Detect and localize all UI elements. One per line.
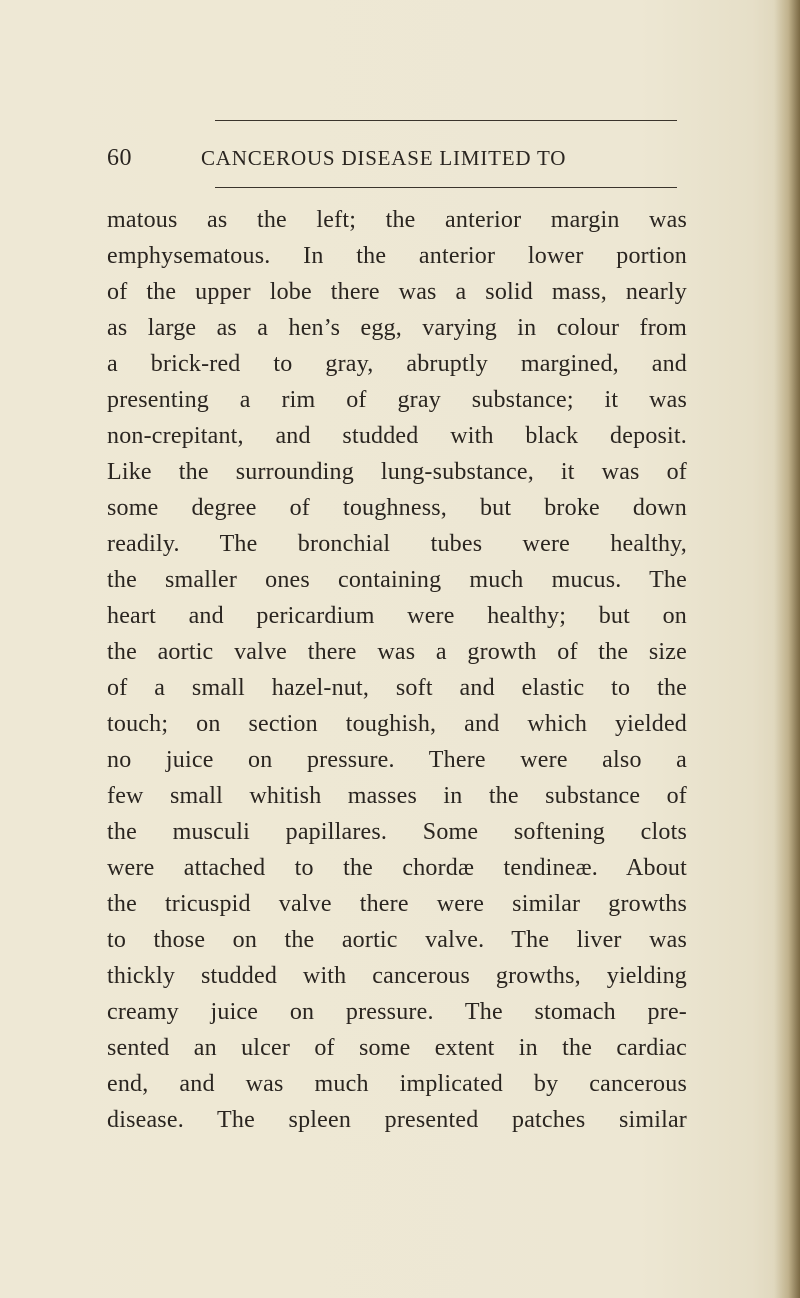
- header-rule-top: [215, 120, 677, 121]
- text-line: of the upper lobe there was a solid mass, nearly: [107, 279, 687, 305]
- body-text: [107, 202, 687, 1138]
- page-number: 60: [107, 145, 132, 171]
- text-line: sented an ulcer of some extent in the cardiac: [107, 1035, 687, 1061]
- text-line: disease. The spleen presented patches similar: [107, 1107, 687, 1133]
- text-line: non-crepitant, and studded with black deposit.: [107, 423, 687, 449]
- text-line: creamy juice on pressure. The stomach pre-: [107, 999, 687, 1025]
- text-line: some degree of toughness, but broke down: [107, 495, 687, 521]
- text-line: of a small hazel-nut, soft and elastic to the: [107, 675, 687, 701]
- text-line: the musculi papillares. Some softening clots: [107, 819, 687, 845]
- text-line: touch; on section toughish, and which yielded: [107, 711, 687, 737]
- header-rule-bottom: [215, 187, 677, 188]
- text-line: end, and was much implicated by cancerous: [107, 1071, 687, 1097]
- text-line: thickly studded with cancerous growths, yielding: [107, 963, 687, 989]
- text-line: the smaller ones containing much mucus. The: [107, 567, 687, 593]
- text-line: were attached to the chordæ tendineæ. About: [107, 855, 687, 881]
- page-binding-edge: [774, 0, 800, 1298]
- text-line: emphysematous. In the anterior lower portion: [107, 243, 687, 269]
- text-line: Like the surrounding lung-substance, it was of: [107, 459, 687, 485]
- text-line: the tricuspid valve there were similar growths: [107, 891, 687, 917]
- text-line: no juice on pressure. There were also a: [107, 747, 687, 773]
- text-line: a brick-red to gray, abruptly margined, and: [107, 351, 687, 377]
- text-line: heart and pericardium were healthy; but on: [107, 603, 687, 629]
- text-line: the aortic valve there was a growth of the size: [107, 639, 687, 665]
- text-line: to those on the aortic valve. The liver was: [107, 927, 687, 953]
- text-line: as large as a hen’s egg, varying in colour from: [107, 315, 687, 341]
- text-line: presenting a rim of gray substance; it was: [107, 387, 687, 413]
- text-line: matous as the left; the anterior margin was: [107, 207, 687, 233]
- text-line: few small whitish masses in the substance of: [107, 783, 687, 809]
- running-head: [107, 143, 687, 173]
- running-title: CANCEROUS DISEASE LIMITED TO: [201, 146, 567, 170]
- text-line: readily. The bronchial tubes were healthy,: [107, 531, 687, 557]
